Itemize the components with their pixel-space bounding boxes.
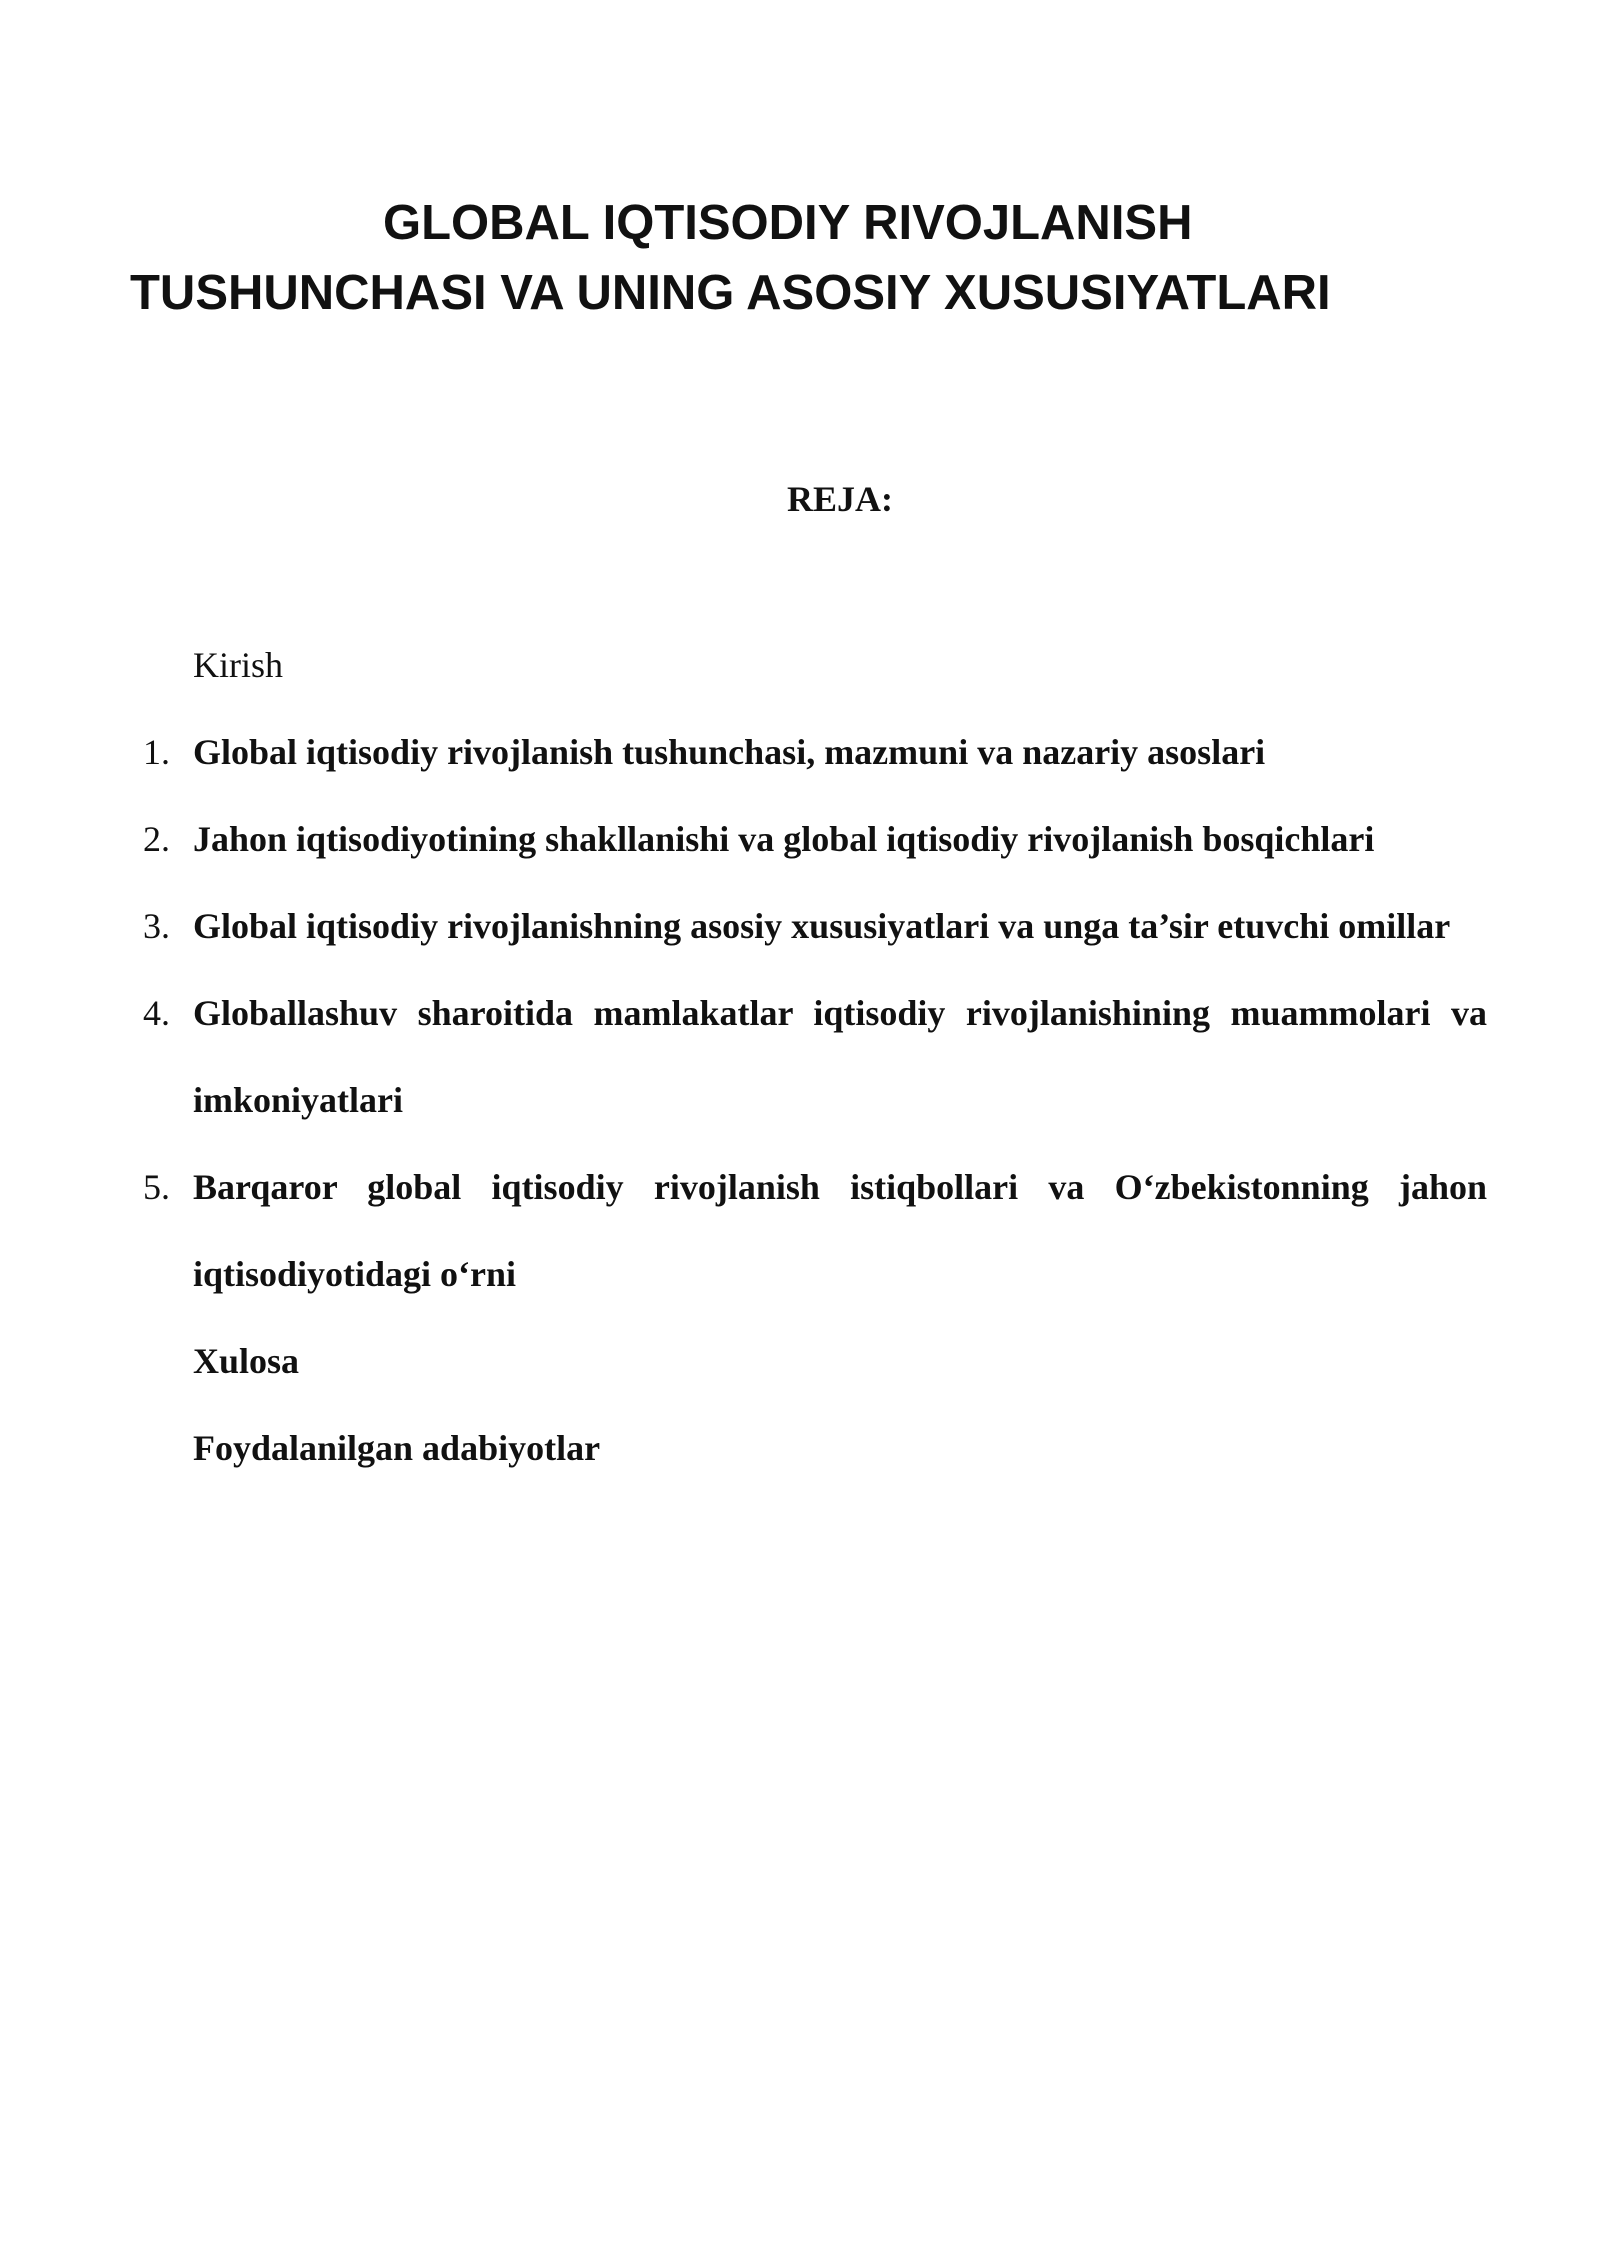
plan-item-1 xyxy=(143,709,1487,796)
plan-item-5 xyxy=(143,1144,1487,1318)
title-line-1: GLOBAL IQTISODIY RIVOJLANISH xyxy=(383,196,1193,250)
plan-item-text: Global iqtisodiy rivojlanishning asosiy xususiyatlari va unga ta’sir etuvchi omillar xyxy=(193,906,1451,946)
plan-item-3 xyxy=(143,883,1487,970)
plan-item-number: 2. xyxy=(143,819,170,859)
title-line-2: TUSHUNCHASI VA UNING ASOSIY XUSUSIYATLARI xyxy=(130,266,1331,320)
plan-item-text: Barqaror global iqtisodiy rivojlanish istiqbollari va O‘zbekistonning jahon iqtisodiyotidagi o‘rni xyxy=(193,1167,1487,1294)
plan-references: Foydalanilgan adabiyotlar xyxy=(193,1428,601,1468)
plan-item-number: 1. xyxy=(143,732,170,772)
plan-item-number: 3. xyxy=(143,906,170,946)
plan-item-text: Globallashuv sharoitida mamlakatlar iqtisodiy rivojlanishining muammolari va imkoniyatlari xyxy=(193,993,1487,1120)
plan-item-number: 4. xyxy=(143,993,170,1033)
plan-item-number: 5. xyxy=(143,1167,170,1207)
document-title xyxy=(130,188,1490,328)
plan-item-text: Jahon iqtisodiyotining shakllanishi va global iqtisodiy rivojlanish bosqichlari xyxy=(193,819,1375,859)
plan-items xyxy=(143,709,1487,1318)
plan-intro: Kirish xyxy=(193,645,283,685)
plan-list xyxy=(143,622,1487,1492)
plan-item-4 xyxy=(143,970,1487,1144)
plan-item-2 xyxy=(143,796,1487,883)
plan-conclusion: Xulosa xyxy=(193,1341,300,1381)
plan-item-text: Global iqtisodiy rivojlanish tushunchasi, mazmuni va nazariy asoslari xyxy=(193,732,1266,772)
plan-heading: REJA: xyxy=(787,479,893,519)
